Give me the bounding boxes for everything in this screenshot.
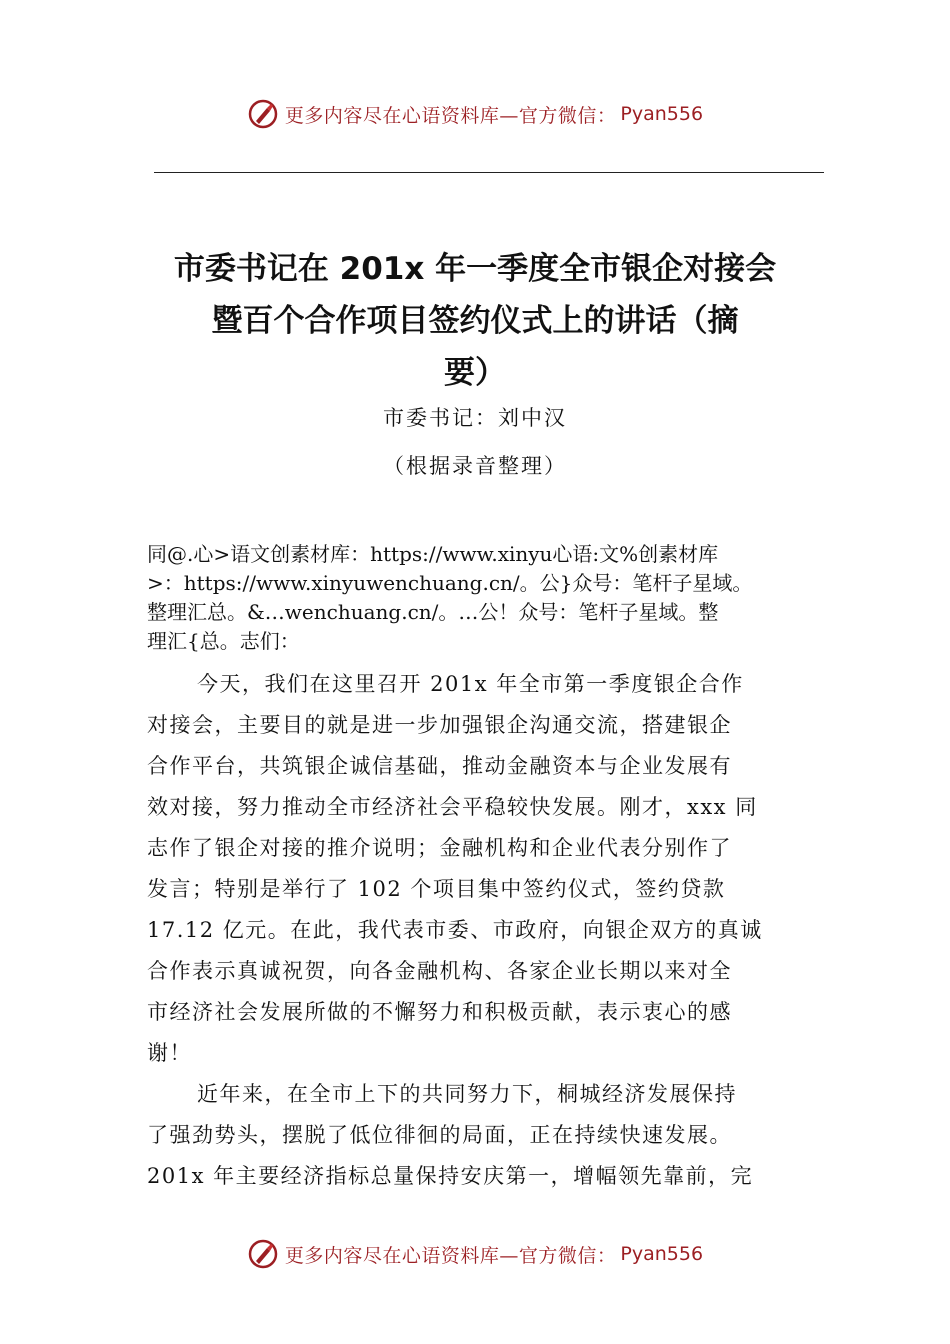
title-line: 暨百个合作项目签约仪式上的讲话（摘 bbox=[211, 303, 739, 339]
paragraph-line: 市经济社会发展所做的不懈努力和积极贡献，表示衷心的感 bbox=[147, 1000, 732, 1024]
banner-wechat-id: Pyan556 bbox=[620, 103, 704, 125]
paragraph-line: 近年来，在全市上下的共同努力下，桐城经济发展保持 bbox=[197, 1082, 737, 1106]
paragraph-line: 合作表示真诚祝贺，向各金融机构、各家企业长期以来对全 bbox=[147, 959, 732, 983]
footer-banner bbox=[0, 1234, 950, 1274]
paragraph-line: 发言；特别是举行了 102 个项目集中签约仪式，签约贷款 bbox=[147, 877, 726, 901]
paragraph-line: 志作了银企对接的推介说明；金融机构和企业代表分别作了 bbox=[147, 836, 732, 860]
intro-line: 理汇{总。志们： bbox=[147, 629, 300, 653]
intro-line: >：https://www.xinyuwenchuang.cn/。公}众号：笔杆子星域。 bbox=[147, 571, 753, 595]
pen-logo-icon bbox=[247, 1238, 279, 1270]
intro-line: 整理汇总。&…wenchuang.cn/。…公！众号：笔杆子星域。整 bbox=[147, 600, 719, 624]
title-line: 要） bbox=[444, 355, 506, 391]
paragraph-line: 今天，我们在这里召开 201x 年全市第一季度银企合作 bbox=[197, 672, 744, 696]
paragraph-line: 谢！ bbox=[147, 1041, 192, 1065]
banner-text: 更多内容尽在心语资料库—官方微信： bbox=[284, 1244, 617, 1267]
pen-logo-icon bbox=[247, 98, 279, 130]
page-title bbox=[130, 243, 820, 399]
intro-line: 同@.心>语文创素材库：https://www.xinyu心语:文%创素材库 bbox=[147, 542, 719, 566]
paragraph-line: 效对接，努力推动全市经济社会平稳较快发展。刚才，xxx 同 bbox=[147, 795, 758, 819]
paragraph-line: 对接会，主要目的就是进一步加强银企沟通交流，搭建银企 bbox=[147, 713, 732, 737]
paragraph-line: 合作平台，共筑银企诚信基础，推动金融资本与企业发展有 bbox=[147, 754, 732, 778]
recording-note: （根据录音整理） bbox=[383, 454, 567, 478]
header-banner bbox=[0, 94, 950, 134]
body-text bbox=[147, 664, 827, 1197]
paragraph-line: 了强劲势头，摆脱了低位徘徊的局面，正在持续快速发展。 bbox=[147, 1123, 732, 1147]
title-line: 市委书记在 201x 年一季度全市银企对接会 bbox=[173, 251, 777, 287]
paragraph-line: 201x 年主要经济指标总量保持安庆第一，增幅领先靠前，完 bbox=[147, 1164, 754, 1188]
banner-wechat-id: Pyan556 bbox=[620, 1243, 704, 1265]
banner-text: 更多内容尽在心语资料库—官方微信： bbox=[284, 104, 617, 127]
intro-text bbox=[147, 540, 847, 656]
header-rule bbox=[154, 172, 824, 173]
author-line: 市委书记：刘中汉 bbox=[383, 406, 567, 430]
paragraph-line: 17.12 亿元。在此，我代表市委、市政府，向银企双方的真诚 bbox=[147, 918, 763, 942]
